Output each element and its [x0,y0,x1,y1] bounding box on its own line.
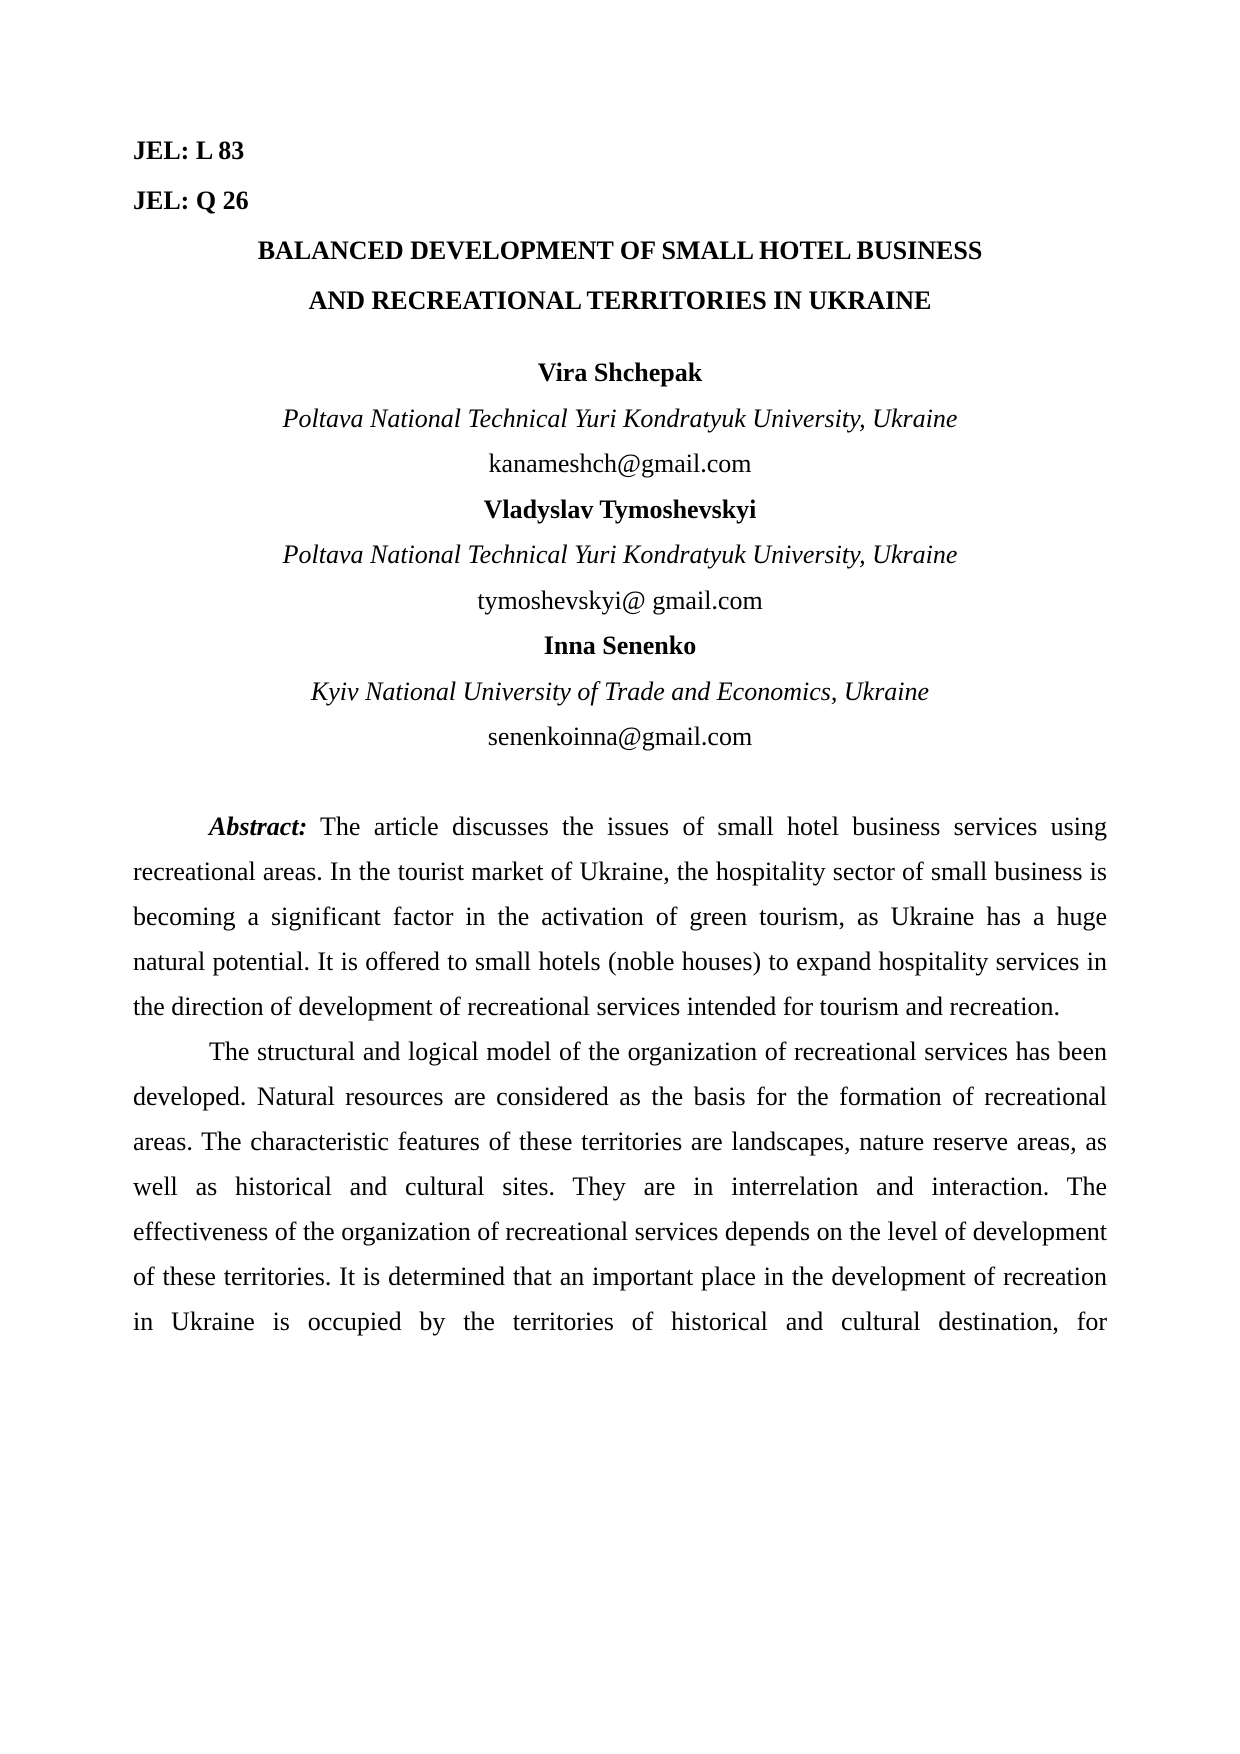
author-name: Vladyslav Tymoshevskyi [483,494,757,524]
paper-title-line-1: BALANCED DEVELOPMENT OF SMALL HOTEL BUSINESS [257,236,983,265]
author-name: Vira Shchepak [537,358,703,387]
document-page [133,126,1107,1344]
abstract-paragraph-1-text: The article discusses the issues of small hotel business services using recreational areas. In the tourist market of Ukraine, the hospitality sector of small business is becoming a significant factor in the activation of green tourism, as Ukraine has a huge natural potential. It is offered to small hotels (noble houses) to expand hospitality services in the direction of development of recreational services intended for tourism and recreation. [133,811,1108,1021]
abstract-label: Abstract: [209,811,308,841]
paper-title-line-2: AND RECREATIONAL TERRITORIES IN UKRAINE [308,286,932,315]
jel-code-1: JEL: L 83 [133,136,245,165]
abstract-paragraph-2 [133,1029,1107,1344]
author-block [133,350,1107,760]
author-affiliation: Poltava National Technical Yuri Kondratyuk University, Ukraine [282,403,958,433]
abstract-section [133,804,1107,1344]
jel-codes [133,126,1107,226]
abstract-paragraph-1 [133,804,1107,1029]
author-affiliation: Kyiv National University of Trade and Economics, Ukraine [310,676,930,706]
abstract-paragraph-2-text: The structural and logical model of the organization of recreational services has been developed. Natural resources are considered as the basis for the formation of recreational areas. The characteristic features of these territories are landscapes, nature reserve areas, as well as historical and cultural sites. They are in interrelation and interaction. The effectiveness of the organization of recreational services depends on the level of development of these territories. It is determined that an important place in the development of recreation in Ukraine is occupied by the territories of historical and cultural destination, for [133,1036,1107,1336]
paper-title [133,226,1107,326]
author-email: kanameshch@gmail.com [488,449,752,478]
author-email: senenkoinna@gmail.com [487,722,753,751]
author-name: Inna Senenko [543,631,697,660]
author-affiliation: Poltava National Technical Yuri Kondratyuk University, Ukraine [282,540,958,569]
jel-code-2: JEL: Q 26 [133,186,249,215]
author-email: tymoshevskyi@ gmail.com [477,585,763,615]
